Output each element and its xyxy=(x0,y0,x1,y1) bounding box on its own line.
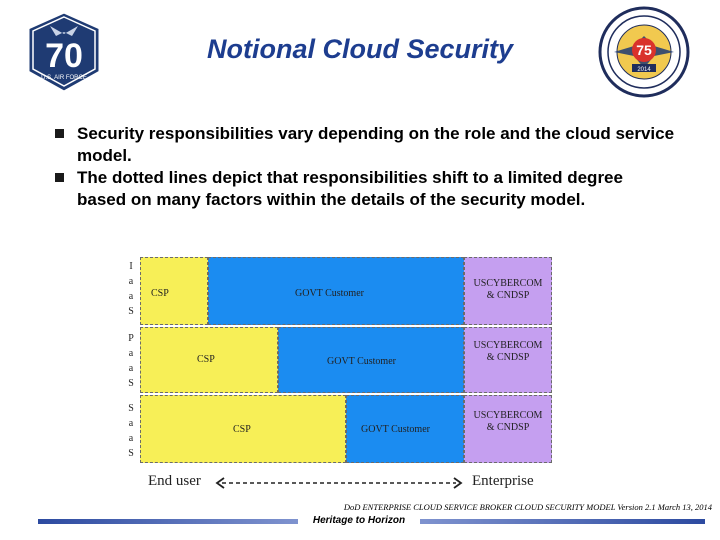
saas-csp-cell: CSP xyxy=(140,395,346,463)
svg-text:2014: 2014 xyxy=(637,67,651,73)
footer-rule-right xyxy=(420,519,705,524)
svg-text:75: 75 xyxy=(636,42,652,58)
page-title: Notional Cloud Security xyxy=(206,34,514,64)
bidirectional-dashed-arrow xyxy=(214,475,464,491)
bullet-text: The dotted lines depict that responsibilities shift to a limited degree based on many factors within the details of the security model. xyxy=(77,168,623,209)
axis-end-user-label: End user xyxy=(148,473,201,489)
svg-text:U.S. AIR FORCE: U.S. AIR FORCE xyxy=(41,75,87,81)
footer-tagline: Heritage to Horizon xyxy=(312,515,406,526)
footer-rule-left xyxy=(38,519,298,524)
cloud-security-diagram xyxy=(126,255,556,495)
iaas-govt-customer-cell: GOVT Customer xyxy=(208,257,464,325)
row-label-paas: P a a S xyxy=(128,333,134,389)
paas-csp-cell: CSP xyxy=(140,327,278,393)
square-bullet-icon xyxy=(55,129,64,138)
iaas-csp-cell: CSP xyxy=(140,257,208,325)
command-75-anniversary-seal xyxy=(598,6,690,98)
bullet-list xyxy=(55,123,675,211)
row-label-iaas: I a a S xyxy=(128,261,134,317)
bullet-item xyxy=(55,167,675,211)
paas-uscybercom-cell: USCYBERCOM & CNDSP xyxy=(464,327,552,393)
paas-govt-customer-cell: GOVT Customer xyxy=(278,327,464,393)
saas-uscybercom-cell: USCYBERCOM & CNDSP xyxy=(464,395,552,463)
source-note: DoD ENTERPRISE CLOUD SERVICE BROKER CLOUD SECURITY MODEL Version 2.1 March 13, 2014 xyxy=(343,502,712,512)
axis-enterprise-label: Enterprise xyxy=(472,473,534,489)
iaas-uscybercom-cell: USCYBERCOM & CNDSP xyxy=(464,257,552,325)
air-force-70-logo xyxy=(24,10,104,94)
row-label-saas: S a a S xyxy=(128,403,134,459)
saas-govt-customer-cell: GOVT Customer xyxy=(346,395,464,463)
svg-text:70: 70 xyxy=(45,37,83,75)
bullet-text: Security responsibilities vary depending on the role and the cloud service model. xyxy=(77,124,675,165)
square-bullet-icon xyxy=(55,173,64,182)
bullet-item xyxy=(55,123,675,167)
